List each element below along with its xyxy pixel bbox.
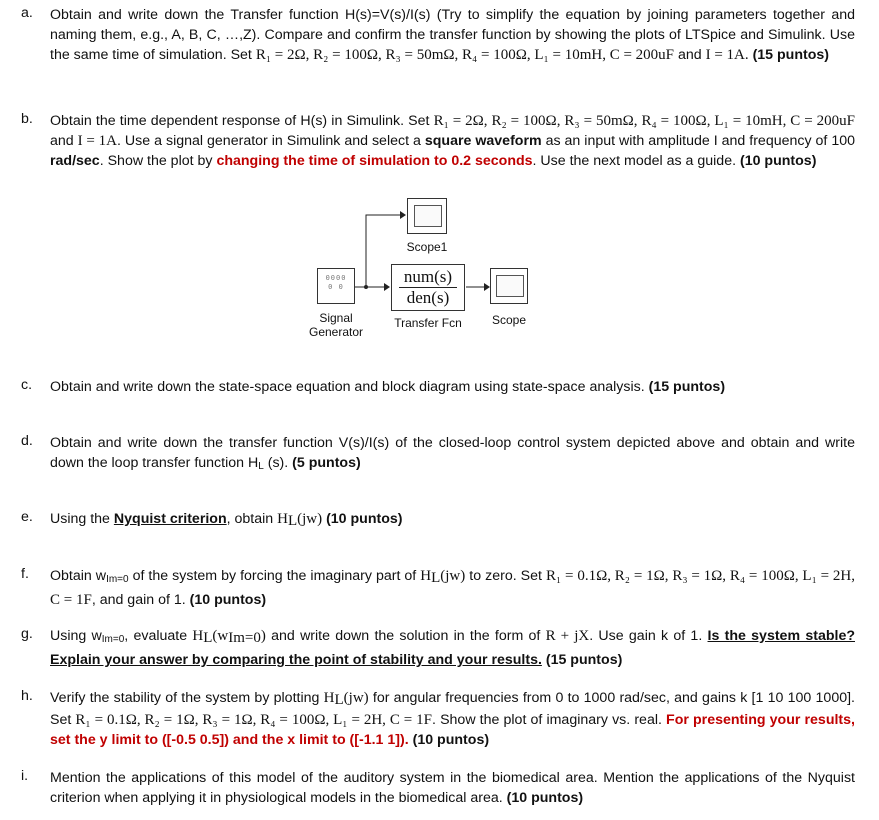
arrow-to-scope1 [400,211,406,219]
item-f-text: Obtain $w_{Im=0}$ of the system by forcing the imaginary part of $H_L(jw)$ to zero. Set R₁ = 0.1Ω, R₂ = 1Ω, R₃ = 1Ω, R₄ = 100Ω, L₁ = 2H, C = 1F, and gain of 1. (10 puntos) [50,568,855,608]
item-c-text: Obtain and write down the state-space equation and block diagram using state-space analysis. (15 puntos) [50,379,726,395]
item-b-text: Obtain the time dependent response of H(s) in Simulink. Set R₁ = 2Ω, R₂ = 100Ω, R₃ = 50mΩ, R₄ = 100Ω, L₁ = 10mH, C = 200uF and I = 1A. Use a signal generator in Simulink and select a square waveform as an input with amplitude I and frequency of 100 rad/sec. Show the plot by changing the time of simulation to 0.2 seconds. Use the next model as a guide. (10 puntos) [50,113,856,169]
item-e-text: Using the Nyquist criterion, obtain $H_L(jw)$ (10 puntos) [50,511,403,529]
item-h-label: h. [21,688,33,704]
transfer-fcn-label: Transfer Fcn [394,316,462,330]
branch-point [364,285,368,289]
tf-numerator: num(s) [403,267,453,286]
item-a-text: Obtain and write down the Transfer function H(s)=V(s)/I(s) (Try to simplify the equation by joining parameters together and naming them, e.g., A, B, C, …,Z). Compare and confirm the transfer function by showing the plots of LTSpice and Simulink. Use the same time of simulation. Set R₁ = 2Ω, R₂ = 100Ω, R₃ = 50mΩ, R₄ = 100Ω, L₁ = 10mH, C = 200uF and I = 1A. (15 puntos) [50,7,855,63]
tf-denominator: den(s) [406,288,450,307]
signal-generator-label: Signal Generator [308,311,364,339]
scope1-label: Scope1 [406,240,448,254]
scope-block[interactable] [490,268,528,304]
arrow-to-tf [384,283,390,291]
siggen-display: 0000 0 0 [325,274,347,291]
item-h-text: Verify the stability of the system by plotting $H_L(jw)$ for angular frequencies from 0 to 1000 rad/sec, and gains k [1 10 100 1000]. Set R₁ = 0.1Ω, R₂ = 1Ω, R₃ = 1Ω, R₄ = 100Ω, L₁ = 2H, C = 1F. Show the plot of imaginary vs. real. For presenting your results, set the y limit to ([-0.5 0.5]) and the x limit to ([-1.1 1]). (10 puntos) [50,690,855,748]
item-g-text: Using $w_{Im=0}$, evaluate $H_L(w_{Im=0})$ and write down the solution in the form of R + jX. Use gain k of 1. Is the system stable? Explain your answer by comparing the point of stability and your results. (15 puntos) [50,628,855,668]
signal-generator-block[interactable] [317,268,355,304]
transfer-fcn-block[interactable] [391,264,465,311]
scope-label: Scope [491,313,527,327]
item-e-label: e. [21,509,33,525]
nyquist-criterion-underline: Nyquist criterion [113,511,227,527]
scope1-block[interactable] [407,198,447,234]
item-f-label: f. [21,566,29,582]
item-d-label: d. [21,433,33,449]
item-b-label: b. [21,111,33,127]
scope-screen [496,275,524,297]
item-g-label: g. [21,626,33,642]
item-a-label: a. [21,5,33,21]
stability-question-underline: Is the system stable? Explain your answer by comparing the point of stability and your results. [50,628,855,668]
arrow-to-scope [484,283,490,291]
item-i-text: Mention the applications of this model of the auditory system in the biomedical area. Mention the applications of the Nyquist criterion when applying it in physiological models in the biomedical area. (10 puntos) [50,770,855,806]
item-c-label: c. [21,377,33,393]
signal-line-scope1 [366,215,400,287]
scope1-screen [414,205,442,227]
tf-fraction-bar [399,287,457,288]
item-i-label: i. [21,768,29,784]
item-d-text: Obtain and write down the transfer function V(s)/I(s) of the closed-loop control system depicted above and obtain and write down the loop transfer function $H_L$ (s). (5 puntos) [50,435,855,472]
